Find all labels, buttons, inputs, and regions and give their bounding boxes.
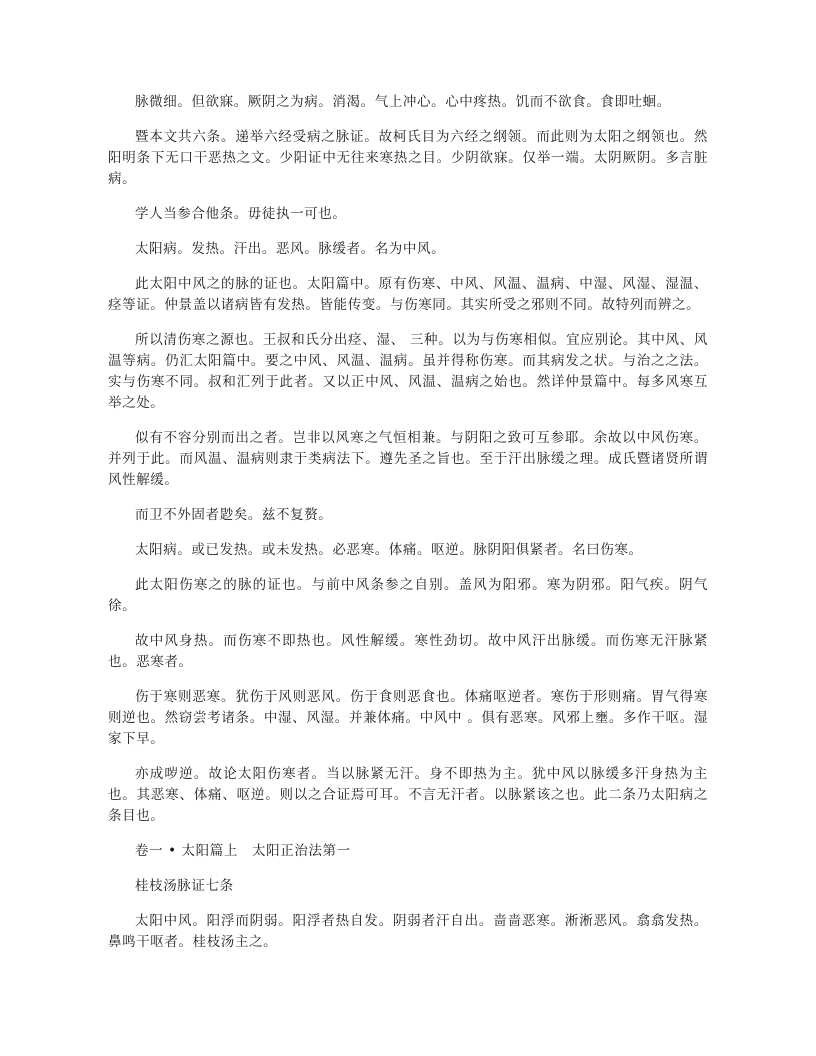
paragraph: 脉微细。但欲寐。厥阴之为病。消渴。气上冲心。心中疼热。饥而不欲食。食即吐蛔。 xyxy=(135,94,671,110)
paragraph: 伤于寒则恶寒。犹伤于风则恶风。伤于食则恶食也。体痛呕逆者。寒伤于形则痛。胃气得寒则逆也。然窃尝考诸条。中湿、风湿。并兼体痛。中风中 。俱有恶寒。风邪上壅。多作干呕。湿家下早。 xyxy=(108,689,708,747)
paragraph: 所以清伤寒之源也。王叔和氏分出痉、湿、 三种。以为与伤寒相似。宜应别论。其中风、风温等病。仍汇太阳篇中。要之中风、风温、温病。虽并得称伤寒。而其病发之状。与治之之法。实与伤寒不同。叔和汇列于此者。又以正中风、风温、温病之始也。然详仲景篇中。每多风寒互举之处。 xyxy=(108,332,708,411)
document-body xyxy=(108,92,708,967)
paragraph: 故中风身热。而伤寒不即热也。风性解缓。寒性劲切。故中风汗出脉缓。而伤寒无汗脉紧也。恶寒者。 xyxy=(108,633,708,670)
subsection-heading: 桂枝汤脉证七条 xyxy=(135,878,234,894)
paragraph: 亦成哕逆。故论太阳伤寒者。当以脉紧无汗。身不即热为主。犹中风以脉缓多汗身热为主也。其恶寒、体痛、呕逆。则以之合证焉可耳。不言无汗者。以脉紧该之也。此二条乃太阳病之条目也。 xyxy=(108,766,708,824)
paragraph: 太阳病。或已发热。或未发热。必恶寒。体痛。呕逆。脉阴阳俱紧者。名曰伤寒。 xyxy=(135,542,643,558)
paragraph: 而卫不外固者尟矣。兹不复赘。 xyxy=(135,507,333,523)
section-heading: 卷一 • 太阳篇上 太阳正治法第一 xyxy=(135,843,351,859)
paragraph: 似有不容分别而出之者。岂非以风寒之气恒相兼。与阴阳之致可互参耶。余故以中风伤寒。并列于此。而风温、温病则隶于类病法下。遵先圣之旨也。至于汗出脉缓之理。成氏暨诸贤所谓风性解缓。 xyxy=(108,430,708,488)
paragraph: 此太阳中风之的脉的证也。太阳篇中。原有伤寒、中风、风温、温病、中湿、风湿、湿温、痉等证。仲景盖以诸病皆有发热。皆能传变。与伤寒同。其实所受之邪则不同。故特列而辨之。 xyxy=(108,276,708,313)
paragraph: 太阳中风。阳浮而阴弱。阳浮者热自发。阴弱者汗自出。啬啬恶寒。淅淅恶风。翕翕发热。鼻鸣干呕者。桂枝汤主之。 xyxy=(108,913,708,950)
paragraph: 学人当参合他条。毋徒执一可也。 xyxy=(135,206,347,222)
paragraph: 太阳病。发热。汗出。恶风。脉缓者。名为中风。 xyxy=(135,241,446,257)
paragraph: 此太阳伤寒之的脉的证也。与前中风条参之自别。盖风为阳邪。寒为阴邪。阳气疾。阴气徐。 xyxy=(108,577,708,614)
paragraph: 暨本文共六条。递举六经受病之脉证。故柯氏目为六经之纲领。而此则为太阳之纲领也。然阳明条下无口干恶热之文。少阳证中无往来寒热之目。少阴欲寐。仅举一端。太阴厥阴。多言脏病。 xyxy=(108,129,708,187)
